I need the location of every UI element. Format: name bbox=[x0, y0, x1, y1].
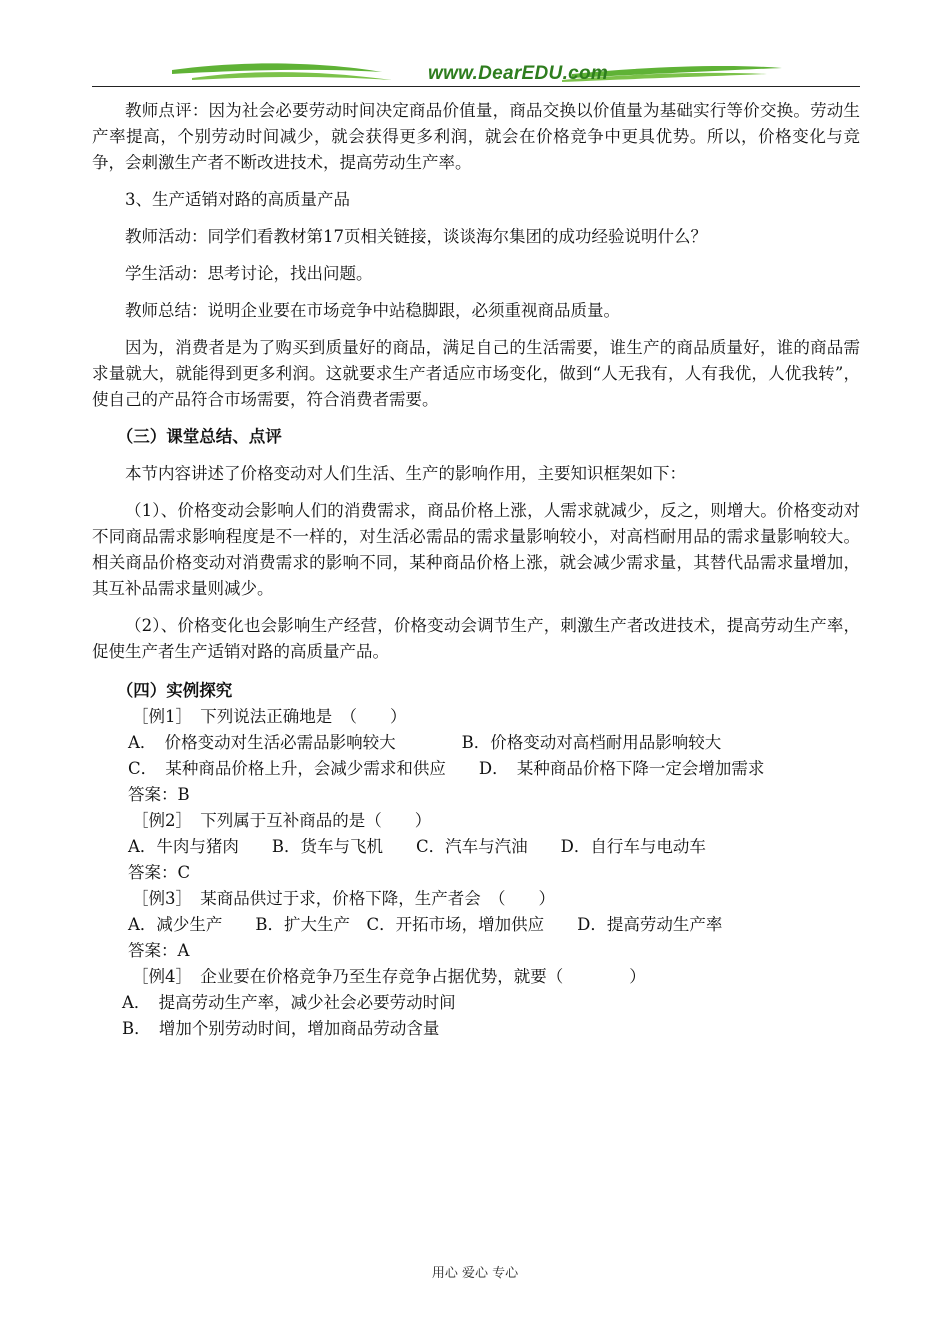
example-2-answer: 答案：C bbox=[128, 863, 191, 882]
document-body bbox=[92, 98, 860, 1042]
point-2: （2）、价格变化也会影响生产经营，价格变动会调节生产，刺激生产者改进技术，提高劳动生产率，促使生产者生产适销对路的高质量产品。 bbox=[92, 616, 860, 661]
header-divider bbox=[92, 86, 860, 87]
section-3-title: 3、生产适销对路的高质量产品 bbox=[125, 190, 350, 209]
teacher-summary: 教师总结：说明企业要在市场竞争中站稳脚跟，必须重视商品质量。 bbox=[125, 301, 620, 320]
example-1-question: ［例1］ 下列说法正确地是 （ ） bbox=[132, 707, 407, 726]
example-1-answer: 答案：B bbox=[128, 785, 190, 804]
page-header bbox=[92, 58, 860, 92]
example-1-options-cd: C． 某种商品价格上升，会减少需求和供应 D． 某种商品价格下降一定会增加需求 bbox=[128, 759, 765, 778]
point-1: （1）、价格变动会影响人们的消费需求，商品价格上涨，人需求就减少，反之，则增大。价格变动对不同商品需求影响程度是不一样的，对生活必需品的需求量影响较小，对高档耐用品的需求量影响较大。相关商品价格变动对消费需求的影响不同，某种商品价格上涨，就会减少需求量，其替代品需求量增加，其互补品需求量则减少。 bbox=[92, 501, 860, 598]
site-logo-text[interactable]: www.DearEDU.com bbox=[428, 63, 609, 84]
page-footer: 用心 爱心 专心 bbox=[431, 1266, 519, 1281]
student-activity: 学生活动：思考讨论，找出问题。 bbox=[125, 264, 373, 283]
example-2-options: A．牛肉与猪肉 B．货车与飞机 C．汽车与汽油 D．自行车与电动车 bbox=[128, 837, 706, 856]
intro-paragraph: 本节内容讲述了价格变动对人们生活、生产的影响作用，主要知识框架如下： bbox=[125, 464, 686, 483]
example-3-options: A．减少生产 B．扩大生产 C．开拓市场，增加供应 D．提高劳动生产率 bbox=[128, 915, 723, 934]
example-3-answer: 答案：A bbox=[128, 941, 190, 960]
reason-paragraph: 因为，消费者是为了购买到质量好的商品，满足自己的生活需要，谁生产的商品质量好，谁的商品需求量就大，就能得到更多利润。这就要求生产者适应市场变化，做到“人无我有，人有我优，人优我转”，使自己的产品符合市场需要，符合消费者需要。 bbox=[92, 338, 860, 409]
example-3-question: ［例3］ 某商品供过于求，价格下降，生产者会 （ ） bbox=[132, 889, 555, 908]
example-4-option-a: A． 提高劳动生产率，减少社会必要劳动时间 bbox=[122, 993, 456, 1012]
example-2-question: ［例2］ 下列属于互补商品的是（ ） bbox=[132, 811, 432, 830]
heading-summary: （三）课堂总结、点评 bbox=[116, 427, 282, 446]
example-1-options-ab: A． 价格变动对生活必需品影响较大 B．价格变动对高档耐用品影响较大 bbox=[128, 733, 722, 752]
teacher-activity: 教师活动：同学们看教材第17页相关链接，谈谈海尔集团的成功经验说明什么？ bbox=[125, 227, 707, 246]
teacher-comment: 教师点评：因为社会必要劳动时间决定商品价值量，商品交换以价值量为基础实行等价交换。劳动生产率提高，个别劳动时间减少，就会获得更多利润，就会在价格竞争中更具优势。所以，价格变化与竞争，会刺激生产者不断改进技术，提高劳动生产率。 bbox=[92, 101, 860, 172]
example-4-option-b: B． 增加个别劳动时间，增加商品劳动含量 bbox=[122, 1019, 440, 1038]
example-4-question: ［例4］ 企业要在价格竞争乃至生存竞争占据优势，就要（ ） bbox=[132, 967, 646, 986]
heading-examples: （四）实例探究 bbox=[116, 681, 233, 700]
